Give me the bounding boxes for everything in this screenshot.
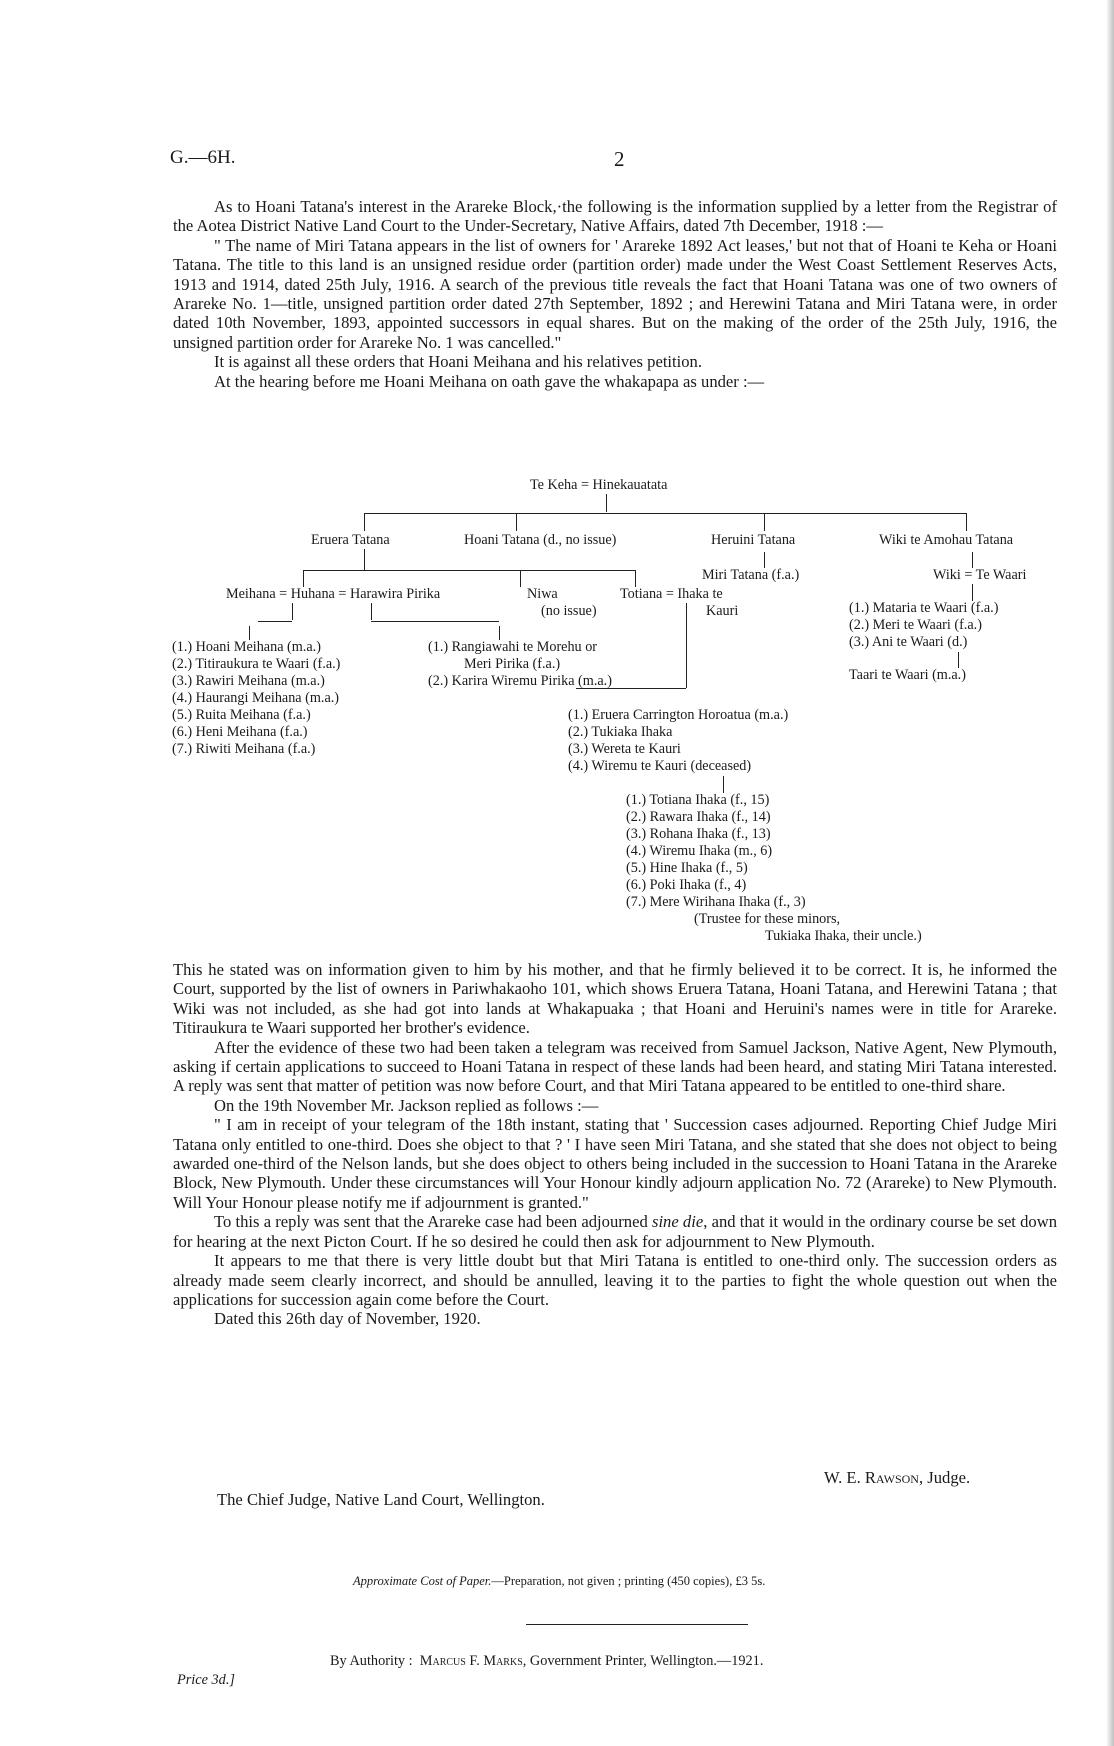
meihana-child: (1.) Hoani Meihana (m.a.) [172, 639, 321, 655]
connector-line [723, 776, 724, 793]
body-top [173, 197, 1057, 391]
person-eruera: Eruera Tatana [311, 532, 390, 548]
connector-line [364, 513, 967, 514]
connector-line [364, 513, 365, 531]
document-reference: G.—6H. [170, 147, 236, 168]
person-taari: Taari te Waari (m.a.) [849, 667, 966, 683]
judge-name: W. E. Rawson [824, 1468, 919, 1487]
trustee-note: Tukiaka Ihaka, their uncle.) [765, 928, 922, 944]
genealogy-root: Te Keha = Hinekauatata [530, 477, 668, 493]
grandchild: (4.) Wiremu Ihaka (m., 6) [626, 843, 773, 859]
scan-edge-shadow [1106, 0, 1114, 1746]
person-miri: Miri Tatana (f.a.) [702, 567, 800, 583]
grandchild: (5.) Hine Ihaka (f., 5) [626, 860, 748, 876]
meihana-child: (7.) Riwiti Meihana (f.a.) [172, 741, 316, 757]
ihaka-child: (3.) Wereta te Kauri [568, 741, 681, 757]
connector-line [371, 603, 372, 620]
person-heruini: Heruini Tatana [711, 532, 796, 548]
connector-line [516, 513, 517, 531]
text-run: To this a reply was sent that the Arareke case had been adjourned [214, 1212, 652, 1232]
italic-phrase: sine die [651, 1212, 704, 1232]
ihaka-child: (2.) Tukiaka Ihaka [568, 724, 673, 740]
person-niwa: Niwa [527, 586, 558, 602]
trustee-note: (Trustee for these minors, [694, 911, 841, 927]
connector-line [292, 603, 293, 620]
connector-line [764, 552, 765, 568]
meihana-child: (2.) Titiraukura te Waari (f.a.) [172, 656, 341, 672]
connector-line [972, 584, 973, 601]
waari-child: (3.) Ani te Waari (d.) [849, 634, 968, 650]
ihaka-child: (4.) Wiremu te Kauri (deceased) [568, 758, 752, 774]
paragraph: After the evidence of these two had been taken a telegram was received from Samuel Jackson, Native Agent, New Plymouth, asking if certain applications to succeed to Hoani Tatana in respect of these lands had been heard, and stating Miri Tatana interested. A reply was sent that matter of petition was now before Court, and that Miri Tatana appeared to be entitled to one-third share. [173, 1037, 1057, 1096]
authority-rest: , Government Printer, Wellington.—1921. [522, 1653, 764, 1669]
pirika-child: Meri Pirika (f.a.) [464, 656, 561, 672]
cost-label: Approximate Cost of Paper. [353, 1574, 492, 1588]
paragraph: " The name of Miri Tatana appears in the list of owners for ' Arareke 1892 Act leases,' but not that of Hoani te Keha or Hoani Tatana. The title to this land is an unsigned residue order (partition order) made under the West Coast Settlement Reserves Acts, 1913 and 1914, dated 25th July, 1916. A search of the previous title reveals the fact that Hoani Tatana was one of two owners of Arareke No. 1—title, unsigned partition order dated 27th September, 1892 ; and Herewini Tatana and Miri Tatana were, in order dated 10th November, 1893, appointed successors in equal shares. But on the making of the order of the 25th July, 1916, the unsigned partition order for Arareke No. 1 was cancelled." [173, 235, 1057, 352]
paragraph: " I am in receipt of your telegram of the 18th instant, stating that ' Succession cases adjourned. Reporting Chief Judge Miri Tatana only entitled to one-third. Does she object to that ? ' I have seen Miri Tatana, and she stated that she does not object to being awarded one-third of the Nelson lands, but she does object to others being included in the succession to Hoani Tatana in the Arareke Block, New Plymouth. Under these circumstances will Your Honour kindly adjourn application No. 72 (Arareke) to New Plymouth. Will Your Honour please notify me if adjournment is granted." [173, 1115, 1057, 1212]
ihaka-child: (1.) Eruera Carrington Horoatua (m.a.) [568, 707, 789, 723]
cost-note [353, 1574, 765, 1589]
meihana-child: (4.) Haurangi Meihana (m.a.) [172, 690, 340, 706]
connector-line [499, 626, 500, 640]
marriage-totiana: Totiana = Ihaka te [620, 586, 723, 602]
connector-line [972, 552, 973, 568]
signature [824, 1468, 970, 1488]
grandchild: (1.) Totiana Ihaka (f., 15) [626, 792, 770, 808]
judge-title: , Judge. [918, 1468, 971, 1487]
authority-label: By Authority : [330, 1653, 413, 1669]
connector-line [958, 652, 959, 668]
text-run: , and that it would in the ordinary course be set down for hearing at the next Picton Court. If he so desired he could then ask for adjournment to New Plymouth. [173, 1212, 1058, 1251]
cost-text: —Preparation, not given ; printing (450 copies), £3 5s. [491, 1574, 766, 1588]
connector-line [635, 570, 636, 587]
connector-line [364, 549, 365, 570]
body-bottom [173, 960, 1057, 1329]
connector-line [764, 513, 765, 531]
page-number: 2 [614, 147, 625, 171]
waari-child: (2.) Meri te Waari (f.a.) [849, 617, 982, 633]
grandchild: (2.) Rawara Ihaka (f., 14) [626, 809, 771, 825]
connector-line [249, 626, 250, 640]
marriage-wiki: Wiki = Te Waari [933, 567, 1027, 583]
connector-line [303, 570, 304, 587]
connector-line [576, 688, 686, 689]
paragraph: It is against all these orders that Hoani Meihana and his relatives petition. [214, 352, 703, 372]
paragraph: At the hearing before me Hoani Meihana on oath gave the whakapapa as under :— [214, 371, 765, 391]
connector-line [966, 513, 967, 531]
connector-line [303, 570, 636, 571]
person-kauri: Kauri [706, 603, 739, 619]
connector-line [258, 621, 292, 622]
note-no-issue: (no issue) [541, 603, 597, 619]
connector-line [520, 570, 521, 587]
meihana-child: (6.) Heni Meihana (f.a.) [172, 724, 308, 740]
person-hoani: Hoani Tatana (d., no issue) [464, 532, 617, 548]
grandchild: (7.) Mere Wirihana Ihaka (f., 3) [626, 894, 806, 910]
paragraph [173, 1212, 1057, 1251]
pirika-child: (1.) Rangiawahi te Morehu or [428, 639, 598, 655]
authority-line [330, 1653, 763, 1670]
addressee: The Chief Judge, Native Land Court, Wellington. [217, 1490, 545, 1509]
pirika-child: (2.) Karira Wiremu Pirika (m.a.) [428, 673, 612, 689]
connector-line [606, 494, 607, 512]
date-line: Dated this 26th day of November, 1920. [214, 1309, 481, 1329]
paragraph: It appears to me that there is very little doubt but that Miri Tatana is entitled to one-third only. The succession orders as already made seem clearly incorrect, and should be annulled, leaving it to the parties to fight the whole question out when the applications for succession again come before the Court. [173, 1251, 1057, 1309]
footer-rule [526, 1624, 748, 1625]
paragraph: As to Hoani Tatana's interest in the Arareke Block,·the following is the information supplied by a letter from the Registrar of the Aotea District Native Land Court to the Under-Secretary, Native Affairs, dated 7th December, 1918 :— [173, 197, 1057, 236]
marriage-meihana: Meihana = Huhana = Harawira Pirika [226, 586, 441, 602]
grandchild: (6.) Poki Ihaka (f., 4) [626, 877, 747, 893]
connector-line [371, 621, 499, 622]
person-wiki: Wiki te Amohau Tatana [879, 532, 1014, 548]
paragraph: This he stated was on information given to him by his mother, and that he firmly believed it to be correct. It is, he informed the Court, supported by the list of owners in Pariwhakaoho 101, which shows Eruera Tatana, Hoani Tatana, and Herewini Tatana ; that Wiki was not included, as she had got into lands at Whakapuaka ; that Hoani and Heruini's names were in title for Arareke. Titiraukura te Waari supported her brother's evidence. [173, 960, 1057, 1038]
grandchild: (3.) Rohana Ihaka (f., 13) [626, 826, 771, 842]
paragraph: On the 19th November Mr. Jackson replied as follows :— [214, 1095, 599, 1115]
waari-child: (1.) Mataria te Waari (f.a.) [849, 600, 999, 616]
connector-line [686, 603, 687, 688]
meihana-child: (5.) Ruita Meihana (f.a.) [172, 707, 311, 723]
meihana-child: (3.) Rawiri Meihana (m.a.) [172, 673, 325, 689]
price: Price 3d.] [177, 1672, 235, 1688]
printer-name: Marcus F. Marks [419, 1653, 523, 1669]
